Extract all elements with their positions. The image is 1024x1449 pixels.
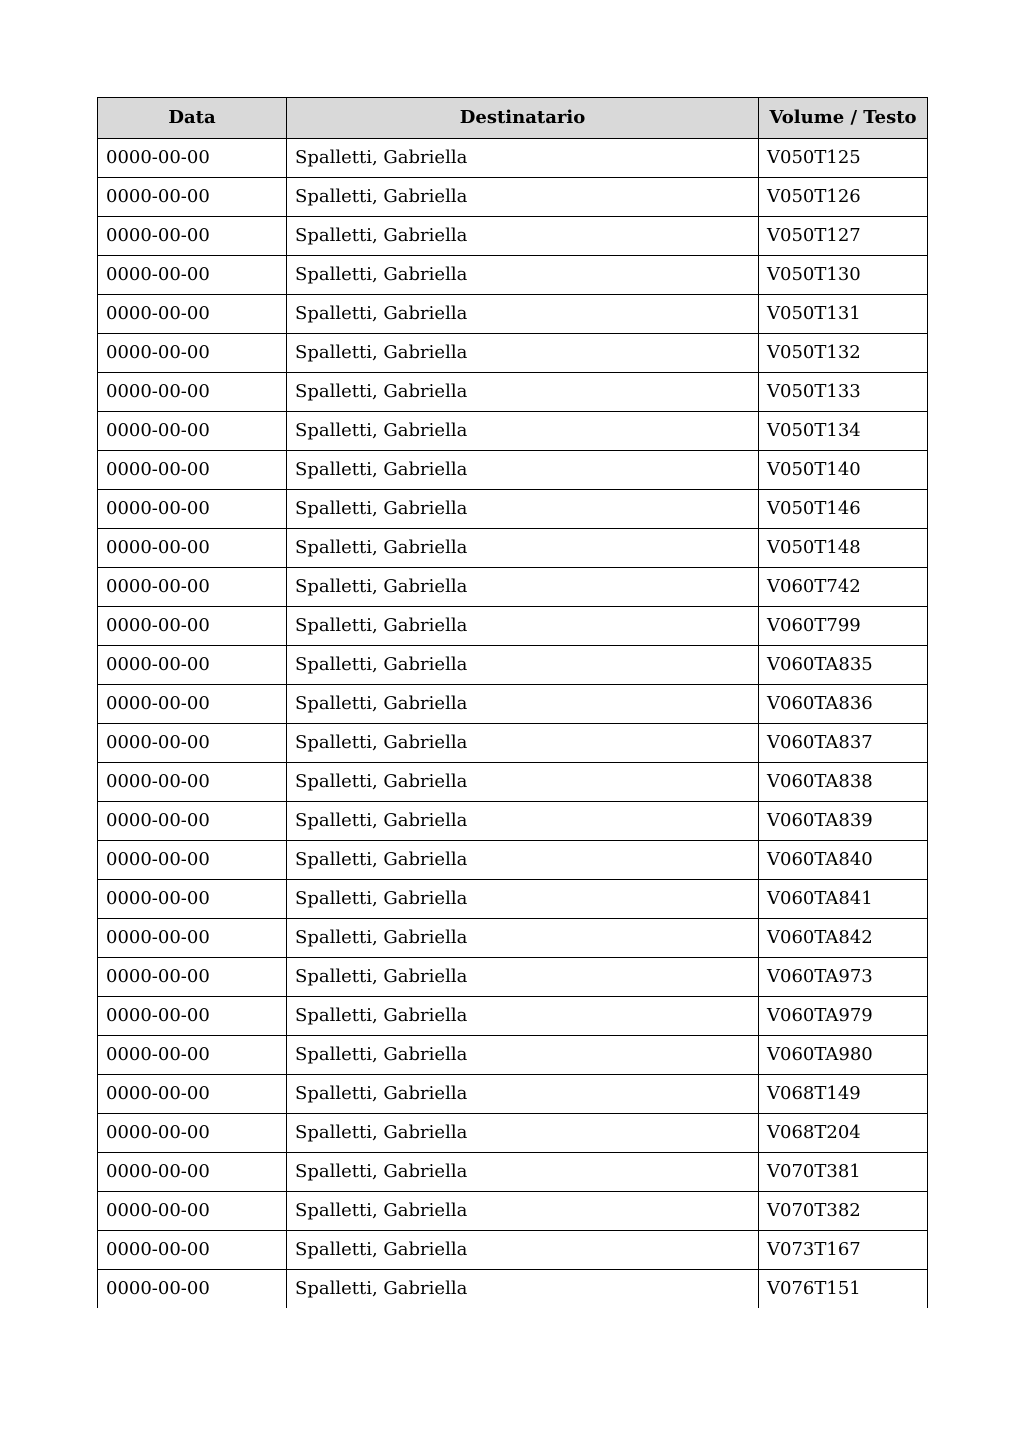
table-row: [98, 997, 928, 1036]
cell-data: 0000-00-00: [98, 373, 287, 412]
cell-destinatario: Spalletti, Gabriella: [287, 295, 759, 334]
cell-volume-testo: V050T133: [759, 373, 928, 412]
cell-data: 0000-00-00: [98, 997, 287, 1036]
cell-data: 0000-00-00: [98, 256, 287, 295]
table-header: [98, 98, 928, 139]
cell-data: 0000-00-00: [98, 763, 287, 802]
table-row: [98, 490, 928, 529]
cell-data: 0000-00-00: [98, 607, 287, 646]
cell-data: 0000-00-00: [98, 958, 287, 997]
table-row: [98, 529, 928, 568]
table-row: [98, 139, 928, 178]
table-row: [98, 568, 928, 607]
cell-destinatario: Spalletti, Gabriella: [287, 1270, 759, 1309]
table-row: [98, 919, 928, 958]
cell-volume-testo: V050T132: [759, 334, 928, 373]
cell-volume-testo: V060T799: [759, 607, 928, 646]
table-row: [98, 178, 928, 217]
cell-volume-testo: V073T167: [759, 1231, 928, 1270]
cell-data: 0000-00-00: [98, 841, 287, 880]
cell-data: 0000-00-00: [98, 451, 287, 490]
table-row: [98, 841, 928, 880]
cell-data: 0000-00-00: [98, 1192, 287, 1231]
header-data: Data: [98, 98, 287, 139]
cell-volume-testo: V076T151: [759, 1270, 928, 1309]
cell-destinatario: Spalletti, Gabriella: [287, 451, 759, 490]
table-row: [98, 763, 928, 802]
header-destinatario: Destinatario: [287, 98, 759, 139]
cell-data: 0000-00-00: [98, 919, 287, 958]
cell-data: 0000-00-00: [98, 1153, 287, 1192]
cell-destinatario: Spalletti, Gabriella: [287, 685, 759, 724]
table-row: [98, 724, 928, 763]
cell-data: 0000-00-00: [98, 334, 287, 373]
cell-data: 0000-00-00: [98, 724, 287, 763]
header-volume-testo: Volume / Testo: [759, 98, 928, 139]
table-row: [98, 217, 928, 256]
cell-volume-testo: V050T131: [759, 295, 928, 334]
cell-volume-testo: V060TA979: [759, 997, 928, 1036]
cell-destinatario: Spalletti, Gabriella: [287, 412, 759, 451]
table-row: [98, 685, 928, 724]
table-row: [98, 373, 928, 412]
cell-volume-testo: V068T204: [759, 1114, 928, 1153]
cell-data: 0000-00-00: [98, 139, 287, 178]
cell-destinatario: Spalletti, Gabriella: [287, 1231, 759, 1270]
table-row: [98, 256, 928, 295]
cell-volume-testo: V050T126: [759, 178, 928, 217]
cell-destinatario: Spalletti, Gabriella: [287, 1114, 759, 1153]
cell-destinatario: Spalletti, Gabriella: [287, 529, 759, 568]
cell-volume-testo: V050T127: [759, 217, 928, 256]
cell-volume-testo: V050T134: [759, 412, 928, 451]
cell-destinatario: Spalletti, Gabriella: [287, 373, 759, 412]
table-row: [98, 958, 928, 997]
letters-table: [97, 97, 928, 1308]
cell-volume-testo: V060TA836: [759, 685, 928, 724]
cell-volume-testo: V050T140: [759, 451, 928, 490]
cell-destinatario: Spalletti, Gabriella: [287, 880, 759, 919]
table-row: [98, 1231, 928, 1270]
table-row: [98, 1270, 928, 1309]
cell-volume-testo: V060TA835: [759, 646, 928, 685]
cell-destinatario: Spalletti, Gabriella: [287, 568, 759, 607]
cell-data: 0000-00-00: [98, 685, 287, 724]
cell-volume-testo: V060TA840: [759, 841, 928, 880]
cell-data: 0000-00-00: [98, 490, 287, 529]
cell-destinatario: Spalletti, Gabriella: [287, 1075, 759, 1114]
cell-destinatario: Spalletti, Gabriella: [287, 607, 759, 646]
cell-volume-testo: V050T148: [759, 529, 928, 568]
cell-volume-testo: V060T742: [759, 568, 928, 607]
cell-data: 0000-00-00: [98, 412, 287, 451]
cell-destinatario: Spalletti, Gabriella: [287, 490, 759, 529]
table-row: [98, 1192, 928, 1231]
cell-data: 0000-00-00: [98, 646, 287, 685]
table-row: [98, 295, 928, 334]
cell-data: 0000-00-00: [98, 1075, 287, 1114]
cell-destinatario: Spalletti, Gabriella: [287, 724, 759, 763]
table-row: [98, 1114, 928, 1153]
cell-data: 0000-00-00: [98, 802, 287, 841]
table-row: [98, 1036, 928, 1075]
table-row: [98, 1075, 928, 1114]
cell-data: 0000-00-00: [98, 1270, 287, 1309]
table-row: [98, 646, 928, 685]
cell-destinatario: Spalletti, Gabriella: [287, 217, 759, 256]
cell-destinatario: Spalletti, Gabriella: [287, 763, 759, 802]
cell-volume-testo: V068T149: [759, 1075, 928, 1114]
cell-volume-testo: V070T382: [759, 1192, 928, 1231]
table-body: [98, 139, 928, 1309]
table-row: [98, 880, 928, 919]
cell-volume-testo: V060TA973: [759, 958, 928, 997]
cell-volume-testo: V050T146: [759, 490, 928, 529]
cell-volume-testo: V050T130: [759, 256, 928, 295]
table-row: [98, 607, 928, 646]
table-row: [98, 802, 928, 841]
cell-destinatario: Spalletti, Gabriella: [287, 334, 759, 373]
cell-volume-testo: V060TA980: [759, 1036, 928, 1075]
cell-data: 0000-00-00: [98, 529, 287, 568]
cell-volume-testo: V060TA841: [759, 880, 928, 919]
cell-destinatario: Spalletti, Gabriella: [287, 178, 759, 217]
cell-volume-testo: V060TA837: [759, 724, 928, 763]
cell-destinatario: Spalletti, Gabriella: [287, 139, 759, 178]
cell-destinatario: Spalletti, Gabriella: [287, 919, 759, 958]
header-row: [98, 98, 928, 139]
cell-data: 0000-00-00: [98, 568, 287, 607]
cell-volume-testo: V050T125: [759, 139, 928, 178]
cell-data: 0000-00-00: [98, 1231, 287, 1270]
table-row: [98, 334, 928, 373]
cell-destinatario: Spalletti, Gabriella: [287, 1153, 759, 1192]
cell-data: 0000-00-00: [98, 880, 287, 919]
cell-data: 0000-00-00: [98, 295, 287, 334]
cell-destinatario: Spalletti, Gabriella: [287, 841, 759, 880]
cell-data: 0000-00-00: [98, 217, 287, 256]
cell-destinatario: Spalletti, Gabriella: [287, 1036, 759, 1075]
cell-destinatario: Spalletti, Gabriella: [287, 958, 759, 997]
cell-data: 0000-00-00: [98, 1036, 287, 1075]
cell-destinatario: Spalletti, Gabriella: [287, 1192, 759, 1231]
cell-destinatario: Spalletti, Gabriella: [287, 256, 759, 295]
cell-volume-testo: V060TA842: [759, 919, 928, 958]
table-row: [98, 412, 928, 451]
cell-destinatario: Spalletti, Gabriella: [287, 997, 759, 1036]
cell-data: 0000-00-00: [98, 1114, 287, 1153]
table-row: [98, 451, 928, 490]
cell-destinatario: Spalletti, Gabriella: [287, 646, 759, 685]
cell-destinatario: Spalletti, Gabriella: [287, 802, 759, 841]
cell-data: 0000-00-00: [98, 178, 287, 217]
cell-volume-testo: V070T381: [759, 1153, 928, 1192]
cell-volume-testo: V060TA838: [759, 763, 928, 802]
table-row: [98, 1153, 928, 1192]
cell-volume-testo: V060TA839: [759, 802, 928, 841]
